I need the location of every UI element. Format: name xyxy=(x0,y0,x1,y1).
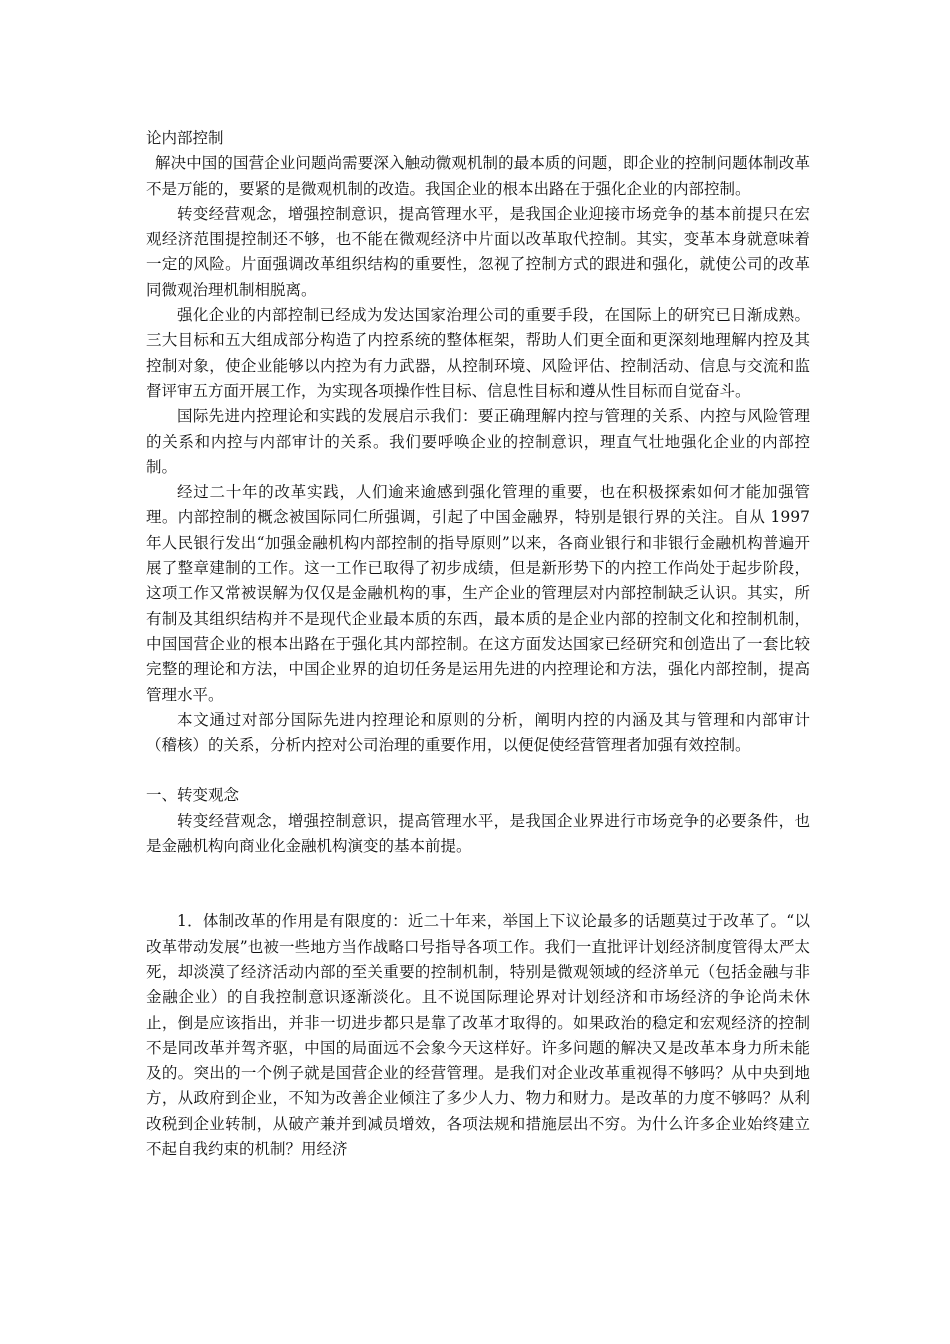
section-heading: 一、转变观念 xyxy=(146,786,240,805)
point-1-paragraph: 1．体制改革的作用是有限度的：近二十年来，举国上下议论最多的话题莫过于改革了。“以改革带动发展”也被一些地方当作战略口号指导各项工作。我们一直批评计划经济制度管得太严太死，却淡漠了经济活动内部的至关重要的控制机制，特别是微观领域的经济单元（包括金融与非金融企业）的自我控制意识逐渐淡化。且不说国际理论界对计划经济和市场经济的争论尚未休止，倒是应该指出，并非一切进步都只是靠了改革才取得的。如果政治的稳定和宏观经济的控制不是同改革并驾齐驱，中国的局面远不会象今天这样好。许多问题的解决又是改革本身力所未能及的。突出的一个例子就是国营企业的经营管理。是我们对企业改革重视得不够吗？从中央到地方，从政府到企业，不知为改善企业倾注了多少人力、物力和财力。是改革的力度不够吗？从利改税到企业转制，从破产兼并到减员增效，各项法规和措施层出不穷。为什么许多企业始终建立不起自我约束的机制？用经济 xyxy=(146,912,810,1158)
document-title: 论内部控制 xyxy=(146,129,224,147)
intro-paragraph-2: 转变经营观念，增强控制意识，提高管理水平，是我国企业迎接市场竞争的基本前提只在宏观经济范围提控制还不够，也不能在微观经济中片面以改革取代控制。其实，变革本身就意味着一定的风险。片面强调改革组织结构的重要性，忽视了控制方式的跟进和强化，就使公司的改革同微观治理机制相脱离。 xyxy=(146,204,810,299)
intro-paragraph-1: 解决中国的国营企业问题尚需要深入触动微观机制的最本质的问题，即企业的控制问题体制改革不是万能的，要紧的是微观机制的改造。我国企业的根本出路在于强化企业的内部控制。 xyxy=(146,154,810,198)
intro-paragraph-3: 强化企业的内部控制已经成为发达国家治理公司的重要手段，在国际上的研究已日渐成熟。三大目标和五大组成部分构造了内控系统的整体框架，帮助人们更全面和更深刻地理解内控及其控制对象，使企业能够以内控为有力武器，从控制环境、风险评估、控制活动、信息与交流和监督评审五方面开展工作，为实现各项操作性目标、信息性目标和遵从性目标而自觉奋斗。 xyxy=(146,306,810,400)
section-paragraph: 转变经营观念，增强控制意识，提高管理水平，是我国企业界进行市场竞争的必要条件，也是金融机构向商业化金融机构演变的基本前提。 xyxy=(146,811,810,856)
blank-line xyxy=(146,758,810,783)
document-body xyxy=(146,126,810,1162)
intro-paragraph-4: 国际先进内控理论和实践的发展启示我们：要正确理解内控与管理的关系、内控与风险管理的关系和内控与内部审计的关系。我们要呼唤企业的控制意识，理直气壮地强化企业的内部控制。 xyxy=(146,407,810,476)
blank-lines xyxy=(146,859,810,909)
intro-paragraph-5: 经过二十年的改革实践，人们逾来逾感到强化管理的重要，也在积极探索如何才能加强管理。内部控制的概念被国际同仁所强调，引起了中国金融界，特别是银行界的关注。自从 1997 年人民银行发出“加强金融机构内部控制的指导原则”以来，各商业银行和非银行金融机构普遍开展了整章建制的工作。这一工作已取得了初步成绩，但是新形势下的内控工作尚处于起步阶段，这项工作又常被误解为仅仅是金融机构的事，生产企业的管理层对内部控制缺乏认识。其实，所有制及其组织结构并不是现代企业最本质的东西，最本质的是企业内部的控制文化和控制机制，中国国营企业的根本出路在于强化其内部控制。在这方面发达国家已经研究和创造出了一套比较完整的理论和方法，中国企业界的迫切任务是运用先进的内控理论和方法，强化内部控制，提高管理水平。 xyxy=(146,483,810,704)
intro-paragraph-6: 本文通过对部分国际先进内控理论和原则的分析，阐明内控的内涵及其与管理和内部审计（稽核）的关系，分析内控对公司治理的重要作用，以便促使经营管理者加强有效控制。 xyxy=(146,710,810,755)
